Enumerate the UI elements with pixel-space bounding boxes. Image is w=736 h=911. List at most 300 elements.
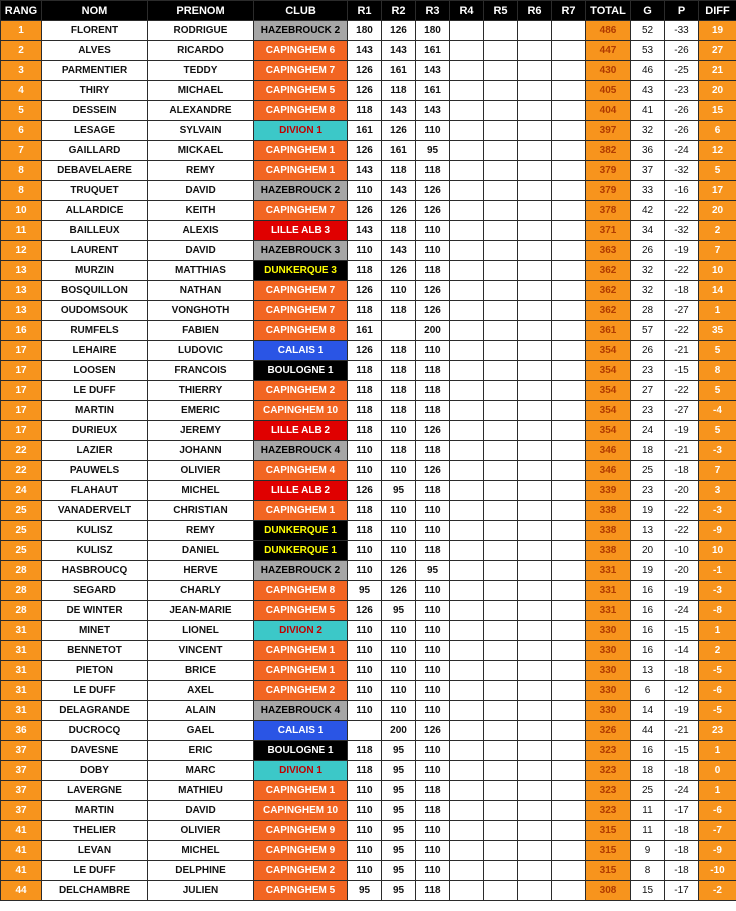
nom-cell: LAVERGNE xyxy=(42,781,148,801)
r1-cell: 180 xyxy=(348,21,382,41)
r1-cell: 95 xyxy=(348,581,382,601)
club-cell: HAZEBROUCK 2 xyxy=(254,21,348,41)
p-cell: -24 xyxy=(665,781,699,801)
table-row[interactable] xyxy=(1,221,736,241)
prenom-cell: MARC xyxy=(148,761,254,781)
total-cell: 338 xyxy=(586,501,631,521)
r7-cell xyxy=(552,241,586,261)
nom-cell: GAILLARD xyxy=(42,141,148,161)
r5-cell xyxy=(484,161,518,181)
r6-cell xyxy=(518,201,552,221)
p-cell: -18 xyxy=(665,281,699,301)
prenom-cell: RODRIGUE xyxy=(148,21,254,41)
r1-cell: 110 xyxy=(348,181,382,201)
r1-cell: 126 xyxy=(348,141,382,161)
table-row[interactable] xyxy=(1,261,736,281)
total-cell: 346 xyxy=(586,461,631,481)
header-r7[interactable]: R7 xyxy=(552,1,586,21)
header-club[interactable]: CLUB xyxy=(254,1,348,21)
header-r5[interactable]: R5 xyxy=(484,1,518,21)
prenom-cell: DAVID xyxy=(148,241,254,261)
total-cell: 330 xyxy=(586,641,631,661)
prenom-cell: BRICE xyxy=(148,661,254,681)
diff-cell: 3 xyxy=(699,481,736,501)
p-cell: -14 xyxy=(665,641,699,661)
header-r1[interactable]: R1 xyxy=(348,1,382,21)
p-cell: -22 xyxy=(665,261,699,281)
table-row[interactable] xyxy=(1,441,736,461)
p-cell: -22 xyxy=(665,501,699,521)
r7-cell xyxy=(552,141,586,161)
g-cell: 57 xyxy=(631,321,665,341)
prenom-cell: SYLVAIN xyxy=(148,121,254,141)
prenom-cell: HERVE xyxy=(148,561,254,581)
table-row[interactable] xyxy=(1,161,736,181)
total-cell: 338 xyxy=(586,541,631,561)
r2-cell xyxy=(382,321,416,341)
r3-cell: 143 xyxy=(416,61,450,81)
r7-cell xyxy=(552,401,586,421)
g-cell: 46 xyxy=(631,61,665,81)
rank-cell: 37 xyxy=(1,781,42,801)
r6-cell xyxy=(518,221,552,241)
r1-cell: 118 xyxy=(348,521,382,541)
total-cell: 379 xyxy=(586,161,631,181)
g-cell: 36 xyxy=(631,141,665,161)
table-row[interactable] xyxy=(1,321,736,341)
header-total[interactable]: TOTAL xyxy=(586,1,631,21)
total-cell: 362 xyxy=(586,281,631,301)
header-row xyxy=(1,1,736,21)
club-cell: HAZEBROUCK 2 xyxy=(254,561,348,581)
header-rang[interactable]: RANG xyxy=(1,1,42,21)
prenom-cell: DELPHINE xyxy=(148,861,254,881)
table-row[interactable] xyxy=(1,761,736,781)
header-p[interactable]: P xyxy=(665,1,699,21)
table-row[interactable] xyxy=(1,681,736,701)
r3-cell: 126 xyxy=(416,301,450,321)
table-row[interactable] xyxy=(1,421,736,441)
r4-cell xyxy=(450,841,484,861)
nom-cell: KULISZ xyxy=(42,541,148,561)
r4-cell xyxy=(450,581,484,601)
club-cell: CAPINGHEM 7 xyxy=(254,61,348,81)
diff-cell: 2 xyxy=(699,641,736,661)
g-cell: 19 xyxy=(631,561,665,581)
total-cell: 405 xyxy=(586,81,631,101)
table-row[interactable] xyxy=(1,841,736,861)
r2-cell: 118 xyxy=(382,361,416,381)
r7-cell xyxy=(552,881,586,901)
r6-cell xyxy=(518,821,552,841)
p-cell: -20 xyxy=(665,481,699,501)
table-row[interactable] xyxy=(1,881,736,901)
club-cell: CALAIS 1 xyxy=(254,341,348,361)
r3-cell: 118 xyxy=(416,161,450,181)
r6-cell xyxy=(518,721,552,741)
table-row[interactable] xyxy=(1,81,736,101)
nom-cell: PIETON xyxy=(42,661,148,681)
club-cell: CAPINGHEM 1 xyxy=(254,661,348,681)
rank-cell: 28 xyxy=(1,581,42,601)
r4-cell xyxy=(450,561,484,581)
g-cell: 32 xyxy=(631,281,665,301)
g-cell: 33 xyxy=(631,181,665,201)
diff-cell: 21 xyxy=(699,61,736,81)
g-cell: 11 xyxy=(631,821,665,841)
table-row[interactable] xyxy=(1,281,736,301)
table-row[interactable] xyxy=(1,581,736,601)
rank-cell: 22 xyxy=(1,441,42,461)
r6-cell xyxy=(518,321,552,341)
rank-cell: 17 xyxy=(1,341,42,361)
total-cell: 308 xyxy=(586,881,631,901)
g-cell: 25 xyxy=(631,461,665,481)
prenom-cell: EMERIC xyxy=(148,401,254,421)
r6-cell xyxy=(518,121,552,141)
table-row[interactable] xyxy=(1,821,736,841)
r7-cell xyxy=(552,761,586,781)
club-cell: DIVION 2 xyxy=(254,621,348,641)
club-cell: LILLE ALB 3 xyxy=(254,221,348,241)
club-cell: CAPINGHEM 7 xyxy=(254,281,348,301)
header-r6[interactable]: R6 xyxy=(518,1,552,21)
g-cell: 52 xyxy=(631,21,665,41)
header-g[interactable]: G xyxy=(631,1,665,21)
r4-cell xyxy=(450,181,484,201)
nom-cell: DAVESNE xyxy=(42,741,148,761)
r3-cell: 110 xyxy=(416,641,450,661)
r3-cell: 95 xyxy=(416,561,450,581)
p-cell: -24 xyxy=(665,141,699,161)
r5-cell xyxy=(484,21,518,41)
r7-cell xyxy=(552,801,586,821)
header-diff[interactable]: DIFF xyxy=(699,1,736,21)
table-row[interactable] xyxy=(1,601,736,621)
g-cell: 19 xyxy=(631,501,665,521)
table-row[interactable] xyxy=(1,541,736,561)
r3-cell: 110 xyxy=(416,761,450,781)
rank-cell: 28 xyxy=(1,561,42,581)
diff-cell: -3 xyxy=(699,441,736,461)
table-row[interactable] xyxy=(1,201,736,221)
table-row[interactable] xyxy=(1,521,736,541)
g-cell: 32 xyxy=(631,261,665,281)
header-r3[interactable]: R3 xyxy=(416,1,450,21)
r4-cell xyxy=(450,861,484,881)
r2-cell: 118 xyxy=(382,341,416,361)
table-row[interactable] xyxy=(1,461,736,481)
r7-cell xyxy=(552,261,586,281)
table-row[interactable] xyxy=(1,741,736,761)
total-cell: 382 xyxy=(586,141,631,161)
total-cell: 330 xyxy=(586,661,631,681)
r1-cell: 118 xyxy=(348,361,382,381)
table-row[interactable] xyxy=(1,501,736,521)
table-row[interactable] xyxy=(1,341,736,361)
r5-cell xyxy=(484,601,518,621)
g-cell: 37 xyxy=(631,161,665,181)
r7-cell xyxy=(552,101,586,121)
prenom-cell: DAVID xyxy=(148,181,254,201)
g-cell: 11 xyxy=(631,801,665,821)
r5-cell xyxy=(484,561,518,581)
g-cell: 34 xyxy=(631,221,665,241)
r2-cell: 200 xyxy=(382,721,416,741)
diff-cell: 17 xyxy=(699,181,736,201)
prenom-cell: FABIEN xyxy=(148,321,254,341)
r6-cell xyxy=(518,341,552,361)
r7-cell xyxy=(552,481,586,501)
r4-cell xyxy=(450,701,484,721)
r4-cell xyxy=(450,461,484,481)
r2-cell: 118 xyxy=(382,81,416,101)
table-row[interactable] xyxy=(1,621,736,641)
r5-cell xyxy=(484,521,518,541)
rank-cell: 41 xyxy=(1,861,42,881)
total-cell: 331 xyxy=(586,581,631,601)
r4-cell xyxy=(450,721,484,741)
g-cell: 6 xyxy=(631,681,665,701)
r6-cell xyxy=(518,881,552,901)
r7-cell xyxy=(552,381,586,401)
r3-cell: 118 xyxy=(416,261,450,281)
r6-cell xyxy=(518,281,552,301)
rank-cell: 17 xyxy=(1,401,42,421)
nom-cell: ALLARDICE xyxy=(42,201,148,221)
total-cell: 447 xyxy=(586,41,631,61)
diff-cell: -8 xyxy=(699,601,736,621)
prenom-cell: JOHANN xyxy=(148,441,254,461)
total-cell: 315 xyxy=(586,861,631,881)
p-cell: -17 xyxy=(665,801,699,821)
header-nom[interactable]: NOM xyxy=(42,1,148,21)
p-cell: -22 xyxy=(665,381,699,401)
r5-cell xyxy=(484,861,518,881)
total-cell: 361 xyxy=(586,321,631,341)
total-cell: 379 xyxy=(586,181,631,201)
r4-cell xyxy=(450,501,484,521)
total-cell: 330 xyxy=(586,621,631,641)
p-cell: -26 xyxy=(665,121,699,141)
prenom-cell: OLIVIER xyxy=(148,461,254,481)
total-cell: 354 xyxy=(586,421,631,441)
table-row[interactable] xyxy=(1,561,736,581)
header-prenom[interactable]: PRENOM xyxy=(148,1,254,21)
club-cell: CAPINGHEM 1 xyxy=(254,141,348,161)
nom-cell: THELIER xyxy=(42,821,148,841)
r3-cell: 118 xyxy=(416,361,450,381)
nom-cell: LAURENT xyxy=(42,241,148,261)
table-row[interactable] xyxy=(1,701,736,721)
table-row[interactable] xyxy=(1,61,736,81)
prenom-cell: LIONEL xyxy=(148,621,254,641)
table-row[interactable] xyxy=(1,241,736,261)
p-cell: -27 xyxy=(665,401,699,421)
r3-cell: 110 xyxy=(416,841,450,861)
r7-cell xyxy=(552,221,586,241)
prenom-cell: REMY xyxy=(148,161,254,181)
rank-cell: 1 xyxy=(1,21,42,41)
r5-cell xyxy=(484,501,518,521)
g-cell: 16 xyxy=(631,641,665,661)
rank-cell: 13 xyxy=(1,261,42,281)
r1-cell: 143 xyxy=(348,221,382,241)
diff-cell: 10 xyxy=(699,261,736,281)
r7-cell xyxy=(552,281,586,301)
total-cell: 323 xyxy=(586,741,631,761)
diff-cell: 7 xyxy=(699,241,736,261)
nom-cell: TRUQUET xyxy=(42,181,148,201)
r7-cell xyxy=(552,861,586,881)
r7-cell xyxy=(552,61,586,81)
r1-cell: 110 xyxy=(348,641,382,661)
total-cell: 315 xyxy=(586,821,631,841)
prenom-cell: VONGHOTH xyxy=(148,301,254,321)
r2-cell: 110 xyxy=(382,661,416,681)
r4-cell xyxy=(450,161,484,181)
r5-cell xyxy=(484,61,518,81)
g-cell: 28 xyxy=(631,301,665,321)
table-row[interactable] xyxy=(1,141,736,161)
r1-cell: 126 xyxy=(348,201,382,221)
r3-cell: 118 xyxy=(416,401,450,421)
rank-cell: 10 xyxy=(1,201,42,221)
g-cell: 13 xyxy=(631,521,665,541)
r6-cell xyxy=(518,21,552,41)
r2-cell: 95 xyxy=(382,821,416,841)
r3-cell: 118 xyxy=(416,541,450,561)
r1-cell: 110 xyxy=(348,821,382,841)
rank-cell: 6 xyxy=(1,121,42,141)
table-row[interactable] xyxy=(1,481,736,501)
table-row[interactable] xyxy=(1,21,736,41)
rank-cell: 11 xyxy=(1,221,42,241)
r4-cell xyxy=(450,781,484,801)
r1-cell: 118 xyxy=(348,301,382,321)
r2-cell: 126 xyxy=(382,201,416,221)
header-r4[interactable]: R4 xyxy=(450,1,484,21)
table-row[interactable] xyxy=(1,801,736,821)
diff-cell: -9 xyxy=(699,521,736,541)
table-row[interactable] xyxy=(1,641,736,661)
r6-cell xyxy=(518,681,552,701)
prenom-cell: GAEL xyxy=(148,721,254,741)
r1-cell: 143 xyxy=(348,161,382,181)
r4-cell xyxy=(450,401,484,421)
table-row[interactable] xyxy=(1,861,736,881)
r5-cell xyxy=(484,441,518,461)
prenom-cell: OLIVIER xyxy=(148,821,254,841)
p-cell: -18 xyxy=(665,461,699,481)
r6-cell xyxy=(518,141,552,161)
prenom-cell: MICHEL xyxy=(148,481,254,501)
table-row[interactable] xyxy=(1,781,736,801)
r6-cell xyxy=(518,521,552,541)
r1-cell: 118 xyxy=(348,381,382,401)
r1-cell: 118 xyxy=(348,421,382,441)
club-cell: CAPINGHEM 7 xyxy=(254,301,348,321)
p-cell: -18 xyxy=(665,841,699,861)
r1-cell: 126 xyxy=(348,601,382,621)
r2-cell: 110 xyxy=(382,641,416,661)
table-row[interactable] xyxy=(1,401,736,421)
r6-cell xyxy=(518,241,552,261)
club-cell: LILLE ALB 2 xyxy=(254,421,348,441)
total-cell: 331 xyxy=(586,601,631,621)
g-cell: 16 xyxy=(631,741,665,761)
r6-cell xyxy=(518,801,552,821)
r6-cell xyxy=(518,421,552,441)
p-cell: -21 xyxy=(665,441,699,461)
r3-cell: 200 xyxy=(416,321,450,341)
table-row[interactable] xyxy=(1,361,736,381)
rank-cell: 3 xyxy=(1,61,42,81)
rank-cell: 37 xyxy=(1,761,42,781)
nom-cell: MINET xyxy=(42,621,148,641)
r7-cell xyxy=(552,521,586,541)
r5-cell xyxy=(484,701,518,721)
table-row[interactable] xyxy=(1,381,736,401)
r1-cell: 126 xyxy=(348,281,382,301)
r2-cell: 110 xyxy=(382,281,416,301)
r3-cell: 126 xyxy=(416,201,450,221)
club-cell: CAPINGHEM 2 xyxy=(254,861,348,881)
p-cell: -20 xyxy=(665,561,699,581)
prenom-cell: JEREMY xyxy=(148,421,254,441)
nom-cell: FLAHAUT xyxy=(42,481,148,501)
r4-cell xyxy=(450,541,484,561)
r1-cell: 118 xyxy=(348,761,382,781)
r1-cell: 95 xyxy=(348,881,382,901)
total-cell: 486 xyxy=(586,21,631,41)
nom-cell: DELAGRANDE xyxy=(42,701,148,721)
table-row[interactable] xyxy=(1,121,736,141)
total-cell: 362 xyxy=(586,261,631,281)
rank-cell: 31 xyxy=(1,641,42,661)
rank-cell: 2 xyxy=(1,41,42,61)
r1-cell: 126 xyxy=(348,481,382,501)
header-r2[interactable]: R2 xyxy=(382,1,416,21)
r2-cell: 110 xyxy=(382,681,416,701)
r5-cell xyxy=(484,641,518,661)
r7-cell xyxy=(552,81,586,101)
total-cell: 326 xyxy=(586,721,631,741)
r3-cell: 126 xyxy=(416,281,450,301)
r2-cell: 95 xyxy=(382,601,416,621)
r6-cell xyxy=(518,841,552,861)
table-row[interactable] xyxy=(1,41,736,61)
g-cell: 16 xyxy=(631,601,665,621)
prenom-cell: FRANCOIS xyxy=(148,361,254,381)
r3-cell: 110 xyxy=(416,681,450,701)
p-cell: -19 xyxy=(665,581,699,601)
r2-cell: 110 xyxy=(382,501,416,521)
r4-cell xyxy=(450,281,484,301)
r5-cell xyxy=(484,481,518,501)
table-row[interactable] xyxy=(1,181,736,201)
nom-cell: THIRY xyxy=(42,81,148,101)
r1-cell: 118 xyxy=(348,101,382,121)
diff-cell: -1 xyxy=(699,561,736,581)
table-row[interactable] xyxy=(1,301,736,321)
r5-cell xyxy=(484,261,518,281)
table-row[interactable] xyxy=(1,101,736,121)
table-row[interactable] xyxy=(1,721,736,741)
r5-cell xyxy=(484,141,518,161)
table-row[interactable] xyxy=(1,661,736,681)
r1-cell: 118 xyxy=(348,261,382,281)
